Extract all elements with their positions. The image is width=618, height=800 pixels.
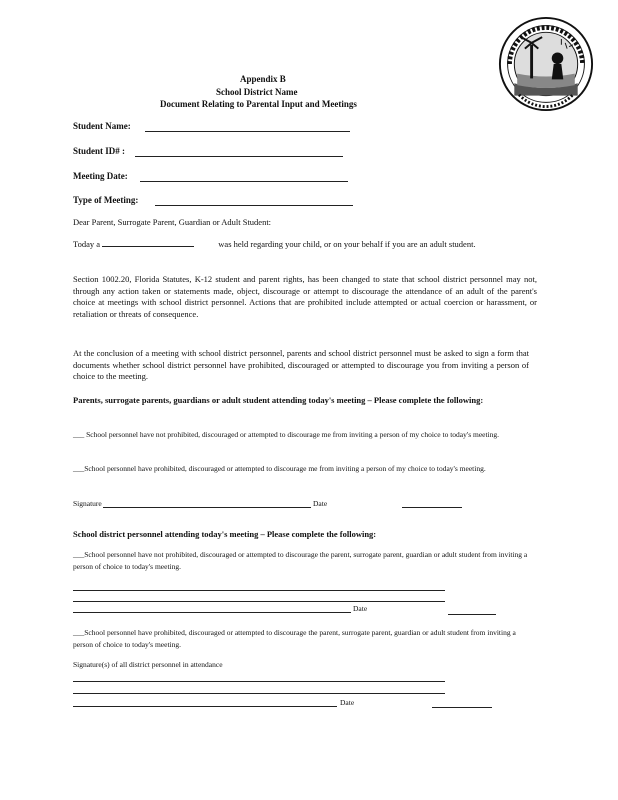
student-id-label: Student ID# : (73, 146, 126, 156)
today-suffix: was held regarding your child, or on your behalf if you are an adult student. (218, 239, 476, 249)
district-signature-line-1[interactable] (73, 590, 445, 591)
district-signature-line-2[interactable] (73, 601, 445, 602)
state-seal-image (498, 16, 594, 112)
meeting-date-label: Meeting Date: (73, 171, 128, 181)
parents-date-line[interactable] (402, 507, 462, 508)
district-signature-line-4[interactable] (73, 681, 445, 682)
district-date-label-1: Date (353, 604, 368, 613)
document-title: Document Relating to Parental Input and Meetings (160, 99, 357, 109)
district-signature-line-5[interactable] (73, 693, 445, 694)
parents-option-not: ___ School personnel have not prohibited, discouraged or attempted to discourage me from inviting a person of my choice to today's meeting. (73, 430, 500, 439)
conclusion-paragraph: At the conclusion of a meeting with school district personnel, parents and school district personnel must be asked to sign a form that documents whether school district personnel have prohibited, discouraged or attempted to discourage you from inviting a person of choice to the meeting. (73, 348, 529, 381)
parents-section-heading: Parents, surrogate parents, guardians or adult student attending today's meeting – Please complete the following: (73, 395, 484, 405)
district-date-line-1[interactable] (448, 614, 496, 615)
district-signature-line-3[interactable] (73, 612, 351, 613)
district-date-line-2[interactable] (432, 707, 492, 708)
district-option-have: ___School personnel have prohibited, discouraged or attempted to discourage the parent, surrogate parent, guardian or adult student from inviting a person of choice to today's meeting. (73, 628, 516, 649)
district-signature-line-6[interactable] (73, 706, 337, 707)
student-name-line[interactable] (145, 131, 350, 132)
parents-signature-line[interactable] (103, 507, 311, 508)
meeting-kind-line[interactable] (102, 246, 194, 247)
appendix-label: Appendix B (240, 74, 286, 84)
district-option-not: ___School personnel have not prohibited, discouraged or attempted to discourage the parent, surrogate parent, guardian or adult student from inviting a person of choice to today's meeting. (73, 550, 528, 571)
district-name: School District Name (216, 87, 298, 97)
parents-date-label: Date (313, 499, 328, 508)
statute-paragraph: Section 1002.20, Florida Statutes, K-12 student and parent rights, has been changed to state that school district personnel may not, through any action taken or statements made, object, discourage or attempt to discourage the attendance of an adult of the parent's choice at meetings with school district personnel. Actions that are prohibited include attempted or actual coercion or harassment, or retaliation or threats of consequence. (73, 274, 537, 319)
parents-option-have: ___School personnel have prohibited, discouraged or attempted to discourage me from inviting a person of my choice to today's meeting. (73, 464, 486, 473)
greeting-text: Dear Parent, Surrogate Parent, Guardian or Adult Student: (73, 217, 272, 227)
student-name-label: Student Name: (73, 121, 131, 131)
district-section-heading: School district personnel attending today's meeting – Please complete the following: (73, 529, 377, 539)
meeting-date-line[interactable] (140, 181, 348, 182)
today-prefix: Today a (73, 239, 101, 249)
district-date-label-2: Date (340, 698, 355, 707)
today-paragraph (73, 239, 523, 251)
meeting-type-line[interactable] (155, 205, 353, 206)
parents-signature-label: Signature (73, 499, 102, 508)
district-signatures-label: Signature(s) of all district personnel in attendance (73, 660, 223, 669)
student-id-line[interactable] (135, 156, 343, 157)
meeting-type-label: Type of Meeting: (73, 195, 139, 205)
